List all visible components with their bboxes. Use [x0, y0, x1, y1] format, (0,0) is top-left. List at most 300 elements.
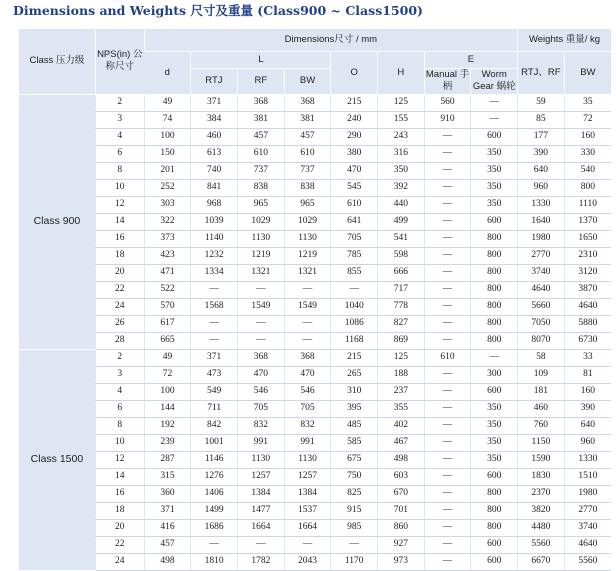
table-cell: 737 [238, 162, 285, 179]
table-cell: 800 [471, 264, 518, 281]
table-row [19, 264, 611, 281]
table-row [19, 298, 611, 315]
table-cell: — [238, 332, 285, 349]
table-cell: 1232 [191, 247, 238, 264]
table-cell: 201 [144, 162, 191, 179]
table-cell: — [424, 468, 471, 485]
table-cell: 4640 [518, 281, 565, 298]
table-cell: 1384 [284, 485, 331, 502]
table-cell: 24 [95, 298, 144, 315]
table-row [19, 485, 611, 502]
table-cell: 600 [471, 128, 518, 145]
table-cell: 1980 [518, 230, 565, 247]
table-cell: 1001 [191, 434, 238, 451]
table-cell: 74 [144, 111, 191, 128]
table-cell: 109 [518, 366, 565, 383]
table-cell: 960 [518, 179, 565, 196]
table-cell: — [191, 315, 238, 332]
table-cell: 8 [95, 162, 144, 179]
table-cell: 600 [471, 536, 518, 553]
table-cell: 545 [331, 179, 378, 196]
table-cell: 265 [331, 366, 378, 383]
table-cell: 785 [331, 247, 378, 264]
table-cell: 85 [518, 111, 565, 128]
table-cell: — [424, 315, 471, 332]
table-cell: 800 [471, 247, 518, 264]
table-cell: — [471, 349, 518, 366]
table-cell: 740 [191, 162, 238, 179]
table-cell: 855 [331, 264, 378, 281]
table-cell: 841 [191, 179, 238, 196]
table-cell: 1499 [191, 502, 238, 519]
table-cell: 8 [95, 417, 144, 434]
table-cell: 546 [284, 383, 331, 400]
table-cell: — [424, 179, 471, 196]
table-cell: 330 [564, 145, 611, 162]
table-cell: 2 [95, 94, 144, 111]
table-cell: 350 [471, 196, 518, 213]
table-cell: 613 [191, 145, 238, 162]
table-row [19, 94, 611, 111]
table-cell: 33 [564, 349, 611, 366]
table-cell: 188 [378, 366, 425, 383]
table-cell: 243 [378, 128, 425, 145]
table-cell: 181 [518, 383, 565, 400]
table-cell: 2310 [564, 247, 611, 264]
table-cell: — [424, 128, 471, 145]
table-cell: 390 [518, 145, 565, 162]
table-cell: 705 [331, 230, 378, 247]
table-cell: 12 [95, 196, 144, 213]
table-cell: — [424, 247, 471, 264]
table-cell: 760 [518, 417, 565, 434]
table-cell: 1130 [238, 451, 285, 468]
table-cell: 800 [471, 485, 518, 502]
header-h: H [378, 51, 425, 94]
table-cell: 315 [144, 468, 191, 485]
table-cell: 717 [378, 281, 425, 298]
table-cell: 26 [95, 315, 144, 332]
table-cell: 1029 [284, 213, 331, 230]
table-cell: 457 [284, 128, 331, 145]
table-cell: — [424, 434, 471, 451]
header-class: Class 压力级 [19, 29, 95, 94]
table-cell: 4640 [564, 536, 611, 553]
table-cell: 177 [518, 128, 565, 145]
header-l-rf: RF [238, 68, 285, 94]
table-cell: 350 [471, 417, 518, 434]
table-cell: 670 [378, 485, 425, 502]
header-dimensions: Dimensions尺寸 / mm [144, 29, 517, 51]
table-cell: 470 [238, 366, 285, 383]
table-cell: 842 [191, 417, 238, 434]
table-cell: 3870 [564, 281, 611, 298]
table-cell: — [191, 332, 238, 349]
table-row [19, 553, 611, 570]
table-cell: — [471, 94, 518, 111]
table-cell: 81 [564, 366, 611, 383]
table-cell: 603 [378, 468, 425, 485]
table-cell: 390 [564, 400, 611, 417]
table-row [19, 145, 611, 162]
table-cell: 1168 [331, 332, 378, 349]
table-cell: 705 [284, 400, 331, 417]
header-weight-bw: BW [564, 51, 611, 94]
table-cell: 160 [564, 383, 611, 400]
table-cell: 485 [331, 417, 378, 434]
table-cell: 100 [144, 128, 191, 145]
table-row [19, 468, 611, 485]
table-cell: 58 [518, 349, 565, 366]
table-cell: 985 [331, 519, 378, 536]
table-cell: 960 [564, 434, 611, 451]
table-cell: 778 [378, 298, 425, 315]
header-e-worm-gear: Worm Gear 蜗轮 [472, 69, 516, 92]
table-cell: 4640 [564, 298, 611, 315]
table-cell: 4480 [518, 519, 565, 536]
table-cell: 14 [95, 213, 144, 230]
table-cell: 18 [95, 502, 144, 519]
table-cell: 1130 [284, 230, 331, 247]
table-cell: 1510 [564, 468, 611, 485]
table-cell: 6730 [564, 332, 611, 349]
table-cell: 610 [331, 196, 378, 213]
table-cell: 1334 [191, 264, 238, 281]
table-cell: 6 [95, 400, 144, 417]
table-cell: 1257 [284, 468, 331, 485]
table-cell: 5660 [518, 298, 565, 315]
table-cell: 1406 [191, 485, 238, 502]
table-cell: 541 [378, 230, 425, 247]
table-cell: 20 [95, 519, 144, 536]
table-cell: 35 [564, 94, 611, 111]
table-cell: 100 [144, 383, 191, 400]
table-cell: 371 [144, 502, 191, 519]
table-cell: 192 [144, 417, 191, 434]
table-cell: 560 [424, 94, 471, 111]
table-cell: 440 [378, 196, 425, 213]
table-cell: 215 [331, 349, 378, 366]
table-cell: 1370 [564, 213, 611, 230]
table-cell: 825 [331, 485, 378, 502]
table-cell: 350 [471, 400, 518, 417]
table-cell: 368 [284, 349, 331, 366]
table-cell: 1219 [284, 247, 331, 264]
table-cell: 423 [144, 247, 191, 264]
table-cell: 640 [564, 417, 611, 434]
table-cell: 3 [95, 366, 144, 383]
table-row [19, 196, 611, 213]
table-cell: 705 [238, 400, 285, 417]
table-cell: 610 [424, 349, 471, 366]
table-row [19, 400, 611, 417]
table-cell: 800 [471, 332, 518, 349]
table-cell: 350 [471, 434, 518, 451]
table-row [19, 213, 611, 230]
table-cell: 392 [378, 179, 425, 196]
table-cell: 8070 [518, 332, 565, 349]
table-cell: 350 [471, 162, 518, 179]
table-cell: 355 [378, 400, 425, 417]
table-cell: 28 [95, 332, 144, 349]
table-cell: — [424, 536, 471, 553]
table-cell: 1640 [518, 213, 565, 230]
table-cell: — [424, 553, 471, 570]
table-cell: 546 [238, 383, 285, 400]
table-cell: — [424, 383, 471, 400]
header-l-bw: BW [284, 68, 331, 94]
table-cell: 350 [471, 179, 518, 196]
table-row [19, 315, 611, 332]
table-cell: 16 [95, 485, 144, 502]
table-cell: 322 [144, 213, 191, 230]
table-cell: 395 [331, 400, 378, 417]
dimensions-table [19, 29, 611, 571]
table-cell: 416 [144, 519, 191, 536]
table-cell: — [284, 332, 331, 349]
table-cell: 800 [471, 230, 518, 247]
table-cell: 381 [284, 111, 331, 128]
table-row [19, 230, 611, 247]
table-cell: 675 [331, 451, 378, 468]
table-cell: — [424, 451, 471, 468]
table-cell: — [424, 213, 471, 230]
table-cell: 350 [471, 145, 518, 162]
table-cell: 1257 [238, 468, 285, 485]
table-cell: 460 [191, 128, 238, 145]
table-cell: 1650 [564, 230, 611, 247]
table-cell: 965 [284, 196, 331, 213]
table-cell: 371 [191, 94, 238, 111]
table-cell: — [424, 281, 471, 298]
table-cell: 600 [471, 553, 518, 570]
table-cell: 4 [95, 128, 144, 145]
table-cell: 5560 [564, 553, 611, 570]
table-cell: 838 [284, 179, 331, 196]
table-cell: 600 [471, 468, 518, 485]
table-cell: 1321 [284, 264, 331, 281]
table-cell: 1568 [191, 298, 238, 315]
table-cell: 1276 [191, 468, 238, 485]
table-cell: — [238, 281, 285, 298]
table-cell: 252 [144, 179, 191, 196]
table-body [19, 94, 611, 570]
table-cell: 6670 [518, 553, 565, 570]
table-cell: 310 [331, 383, 378, 400]
table-cell: 3740 [518, 264, 565, 281]
table-cell: 2770 [564, 502, 611, 519]
table-cell: 869 [378, 332, 425, 349]
table-cell: 666 [378, 264, 425, 281]
table-cell: 570 [144, 298, 191, 315]
table-cell: 237 [378, 383, 425, 400]
table-cell: — [191, 536, 238, 553]
table-cell: 540 [564, 162, 611, 179]
header-d: d [144, 51, 191, 94]
table-cell: 3 [95, 111, 144, 128]
table-cell: 368 [238, 349, 285, 366]
table-cell: 473 [191, 366, 238, 383]
table-cell: 910 [424, 111, 471, 128]
table-cell: 1477 [238, 502, 285, 519]
table-cell: 1830 [518, 468, 565, 485]
table-cell: 1782 [238, 553, 285, 570]
table-cell: 800 [471, 502, 518, 519]
table-cell: — [331, 281, 378, 298]
table-cell: 737 [284, 162, 331, 179]
table-row [19, 281, 611, 298]
header-e: E [424, 51, 517, 68]
table-cell: 125 [378, 349, 425, 366]
table-cell: 598 [378, 247, 425, 264]
table-cell: 239 [144, 434, 191, 451]
table-cell: 12 [95, 451, 144, 468]
table-cell: 155 [378, 111, 425, 128]
table-cell: 800 [471, 519, 518, 536]
table-cell: 4 [95, 383, 144, 400]
table-cell: — [284, 315, 331, 332]
table-cell: 457 [144, 536, 191, 553]
header-weight-rtj-rf: RTJ、RF [518, 51, 565, 94]
table-cell: 3740 [564, 519, 611, 536]
table-cell: 22 [95, 536, 144, 553]
table-row [19, 332, 611, 349]
header-o: O [331, 51, 378, 94]
header-nps: NPS(in) 公称尺寸 [95, 29, 144, 94]
table-cell: — [424, 230, 471, 247]
table-cell: 701 [378, 502, 425, 519]
table-cell: 384 [191, 111, 238, 128]
table-cell: 14 [95, 468, 144, 485]
table-cell: 498 [378, 451, 425, 468]
table-cell: 5560 [518, 536, 565, 553]
table-cell: — [424, 264, 471, 281]
table-cell: 1549 [238, 298, 285, 315]
table-cell: 24 [95, 553, 144, 570]
table-cell: 610 [284, 145, 331, 162]
table-cell: 5880 [564, 315, 611, 332]
table-cell: 3120 [564, 264, 611, 281]
table-cell: 380 [331, 145, 378, 162]
table-cell: 750 [331, 468, 378, 485]
table-cell: 1330 [518, 196, 565, 213]
table-cell: 150 [144, 145, 191, 162]
table-cell: 1537 [284, 502, 331, 519]
table-cell: 1330 [564, 451, 611, 468]
table-cell: — [424, 400, 471, 417]
table-cell: 16 [95, 230, 144, 247]
table-cell: 2043 [284, 553, 331, 570]
table-cell: 300 [471, 366, 518, 383]
table-cell: 303 [144, 196, 191, 213]
table-cell: 368 [284, 94, 331, 111]
table-row [19, 536, 611, 553]
table-cell: 18 [95, 247, 144, 264]
table-cell: 641 [331, 213, 378, 230]
table-cell: 1810 [191, 553, 238, 570]
table-cell: 1664 [284, 519, 331, 536]
table-cell: 49 [144, 94, 191, 111]
table-cell: 350 [378, 162, 425, 179]
table-cell: 549 [191, 383, 238, 400]
table-row [19, 434, 611, 451]
table-cell: 498 [144, 553, 191, 570]
table-cell: 467 [378, 434, 425, 451]
table-row [19, 383, 611, 400]
table-cell: 1686 [191, 519, 238, 536]
table-cell: 1146 [191, 451, 238, 468]
table-cell: 6 [95, 145, 144, 162]
table-cell: — [284, 536, 331, 553]
table-cell: 471 [144, 264, 191, 281]
table-cell: 20 [95, 264, 144, 281]
table-cell: 1664 [238, 519, 285, 536]
table-cell: 915 [331, 502, 378, 519]
table-cell: 1029 [238, 213, 285, 230]
table-cell: 470 [331, 162, 378, 179]
table-cell: 832 [284, 417, 331, 434]
table-cell: 72 [564, 111, 611, 128]
table-cell: 973 [378, 553, 425, 570]
header-l-rtj: RTJ [191, 68, 238, 94]
table-cell: 2770 [518, 247, 565, 264]
table-cell: 827 [378, 315, 425, 332]
table-cell: 1130 [284, 451, 331, 468]
table-cell: 927 [378, 536, 425, 553]
table-row [19, 519, 611, 536]
table-cell: 610 [238, 145, 285, 162]
table-cell: 838 [238, 179, 285, 196]
table-cell: 711 [191, 400, 238, 417]
table-cell: 800 [471, 315, 518, 332]
table-cell: 2370 [518, 485, 565, 502]
header-l: L [191, 51, 331, 68]
table-cell: 470 [284, 366, 331, 383]
table-cell: — [284, 281, 331, 298]
table-row [19, 162, 611, 179]
table-row [19, 451, 611, 468]
table-cell: 373 [144, 230, 191, 247]
table-cell: 240 [331, 111, 378, 128]
table-row [19, 349, 611, 366]
table-cell: 2 [95, 349, 144, 366]
table-header [19, 29, 611, 94]
table-cell: — [424, 519, 471, 536]
table-cell: 968 [191, 196, 238, 213]
table-cell: 800 [564, 179, 611, 196]
table-cell: 1590 [518, 451, 565, 468]
table-cell: 1110 [564, 196, 611, 213]
table-row [19, 417, 611, 434]
table-row [19, 179, 611, 196]
class-label: Class 1500 [19, 349, 95, 570]
table-cell: 991 [284, 434, 331, 451]
table-cell: 1150 [518, 434, 565, 451]
table-cell: — [238, 536, 285, 553]
table-cell: 585 [331, 434, 378, 451]
table-cell: 22 [95, 281, 144, 298]
table-cell: 991 [238, 434, 285, 451]
table-cell: 1086 [331, 315, 378, 332]
table-cell: 215 [331, 94, 378, 111]
table-cell: — [424, 162, 471, 179]
table-cell: 860 [378, 519, 425, 536]
table-cell: 381 [238, 111, 285, 128]
table-cell: 1980 [564, 485, 611, 502]
table-cell: 59 [518, 94, 565, 111]
table-cell: 1039 [191, 213, 238, 230]
table-cell: — [191, 281, 238, 298]
